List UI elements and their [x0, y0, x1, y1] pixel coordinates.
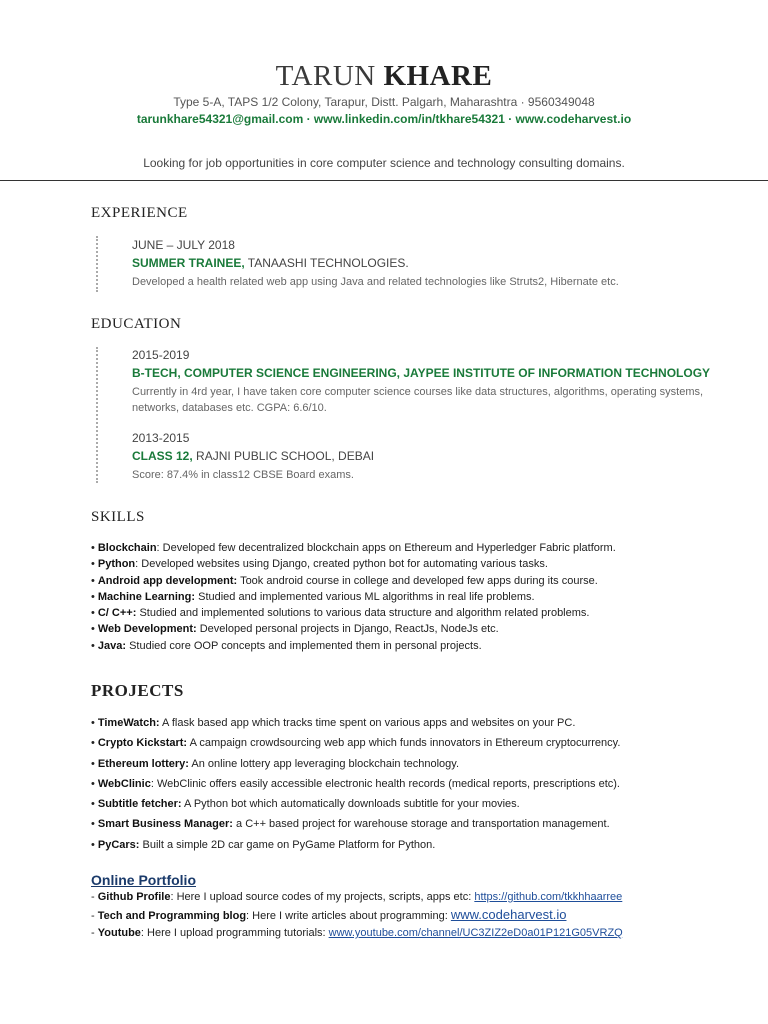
section-title-skills: SKILLS [91, 509, 145, 525]
entry-description: Score: 87.4% in class12 CBSE Board exams. [132, 469, 354, 481]
blog-link[interactable]: www.codeharvest.io [450, 907, 567, 922]
first-name: TARUN [275, 60, 376, 92]
list-item: • Java: Studied core OOP concepts and implemented them in personal projects. [91, 639, 482, 652]
contact-line[interactable]: tarunkhare54321@gmail.com · www.linkedin.com/in/tkhare54321 · www.codeharvest.io [136, 112, 632, 126]
entry-role [132, 256, 712, 270]
portfolio-title: Online Portfolio [91, 872, 196, 888]
entry-org: RAJNI PUBLIC SCHOOL, DEBAI [192, 449, 375, 463]
entry-title: SUMMER TRAINEE, [132, 256, 245, 270]
experience-entry [132, 238, 712, 290]
entry-role [132, 366, 712, 380]
section-title-projects: PROJECTS [91, 681, 184, 700]
header-divider [0, 180, 768, 181]
list-item: • C/ C++: Studied and implemented solutions to various data structure and algorithm related problems. [91, 607, 590, 620]
entry-date: 2015-2019 [132, 348, 190, 362]
list-item: - Youtube: Here I upload programming tutorials: www.youtube.com/channel/UC3ZIZ2eD0a01P121G05VRZQ [91, 927, 623, 939]
list-item: • Python: Developed websites using Django, created python bot for automating various tasks. [91, 558, 548, 571]
entry-role [132, 449, 712, 463]
entry-description: Currently in 4rd year, I have taken core computer science courses like data structures, algorithms, operating systems, networks, databases etc. CGPA: 6.6/10. [132, 386, 704, 414]
list-item: • PyCars: Built a simple 2D car game on PyGame Platform for Python. [91, 838, 436, 851]
section-title-experience: EXPERIENCE [91, 205, 188, 221]
section-title-education: EDUCATION [91, 316, 182, 332]
youtube-link[interactable]: www.youtube.com/channel/UC3ZIZ2eD0a01P121G05VRZQ [328, 927, 623, 939]
entry-description: Developed a health related web app using Java and related technologies like Struts2, Hibernate etc. [132, 276, 619, 288]
entry-title: B-TECH, COMPUTER SCIENCE ENGINEERING, JAYPEE INSTITUTE OF INFORMATION TECHNOLOGY [132, 366, 711, 380]
address-line: Type 5-A, TAPS 1/2 Colony, Tarapur, Distt. Palgarh, Maharashtra · 9560349048 [173, 95, 595, 109]
list-item: • Machine Learning: Studied and implemented various ML algorithms in real life problems. [91, 590, 535, 603]
education-timeline [96, 347, 98, 483]
list-item: - Tech and Programming blog: Here I write articles about programming: www.codeharvest.io [91, 907, 567, 922]
entry-date: JUNE – JULY 2018 [132, 238, 235, 252]
list-item: • WebClinic: WebClinic offers easily accessible electronic health records (medical reports, prescriptions etc). [91, 777, 620, 790]
list-item: • Crypto Kickstart: A campaign crowdsourcing web app which funds innovators in Ethereum cryptocurrency. [91, 737, 621, 750]
list-item: • Android app development: Took android course in college and developed few apps during its course. [91, 574, 598, 587]
skills-list [91, 540, 711, 654]
list-item: • TimeWatch: A flask based app which tracks time spent on various apps and websites on your PC. [91, 717, 576, 729]
list-item: • Web Development: Developed personal projects in Django, ReactJs, NodeJs etc. [91, 623, 499, 636]
list-item: • Smart Business Manager: a C++ based project for warehouse storage and transportation management. [91, 818, 610, 831]
github-link[interactable]: https://github.com/tkkhhaarree [474, 891, 623, 903]
experience-timeline [96, 236, 98, 292]
resume-name [0, 60, 768, 93]
list-item: • Ethereum lottery: An online lottery app leveraging blockchain technology. [91, 757, 460, 770]
entry-org: TANAASHI TECHNOLOGIES. [244, 256, 409, 270]
education-entry [132, 348, 712, 416]
list-item: • Subtitle fetcher: A Python bot which automatically downloads subtitle for your movies. [91, 798, 520, 811]
last-name: KHARE [383, 60, 493, 92]
entry-title: CLASS 12, [132, 449, 193, 463]
education-entry [132, 431, 712, 483]
objective: Looking for job opportunities in core computer science and technology consulting domains. [143, 156, 625, 170]
list-item: - Github Profile: Here I upload source codes of my projects, scripts, apps etc: https://github.com/tkkhhaarree [91, 891, 623, 903]
portfolio-list [91, 889, 731, 942]
projects-list [91, 713, 711, 855]
entry-date: 2013-2015 [132, 431, 190, 445]
list-item: • Blockchain: Developed few decentralized blockchain apps on Ethereum and Hyperledger Fabric platform. [91, 542, 616, 554]
